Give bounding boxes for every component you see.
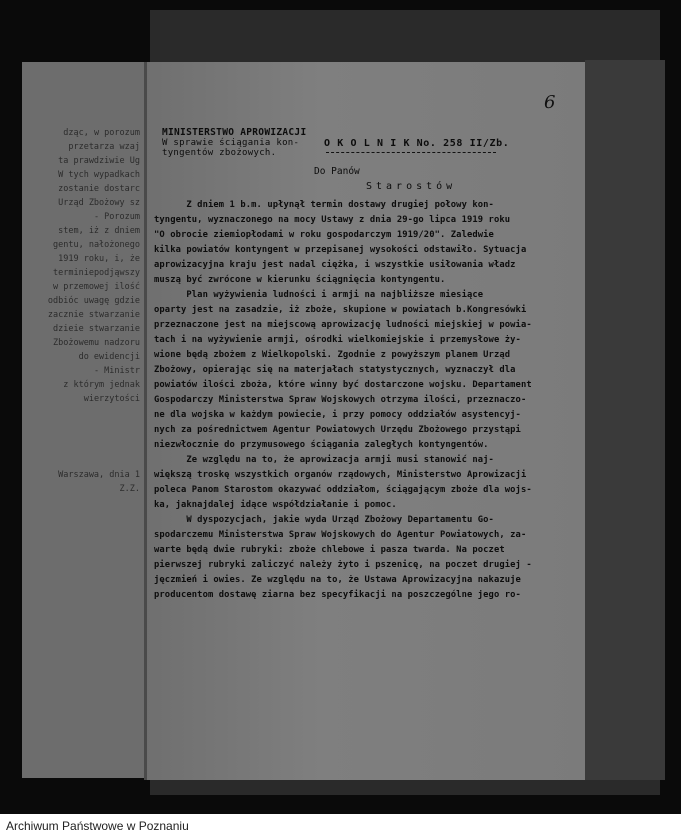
left-page-line: terminiepodjąwszy — [53, 268, 140, 278]
body-line: ne dla wojska w każdym powiecie, i przy pomocy oddziałów asystencyj- — [154, 410, 521, 420]
body-line: tyngentu, wyznaczonego na mocy Ustawy z dnia 29-go lipca 1919 roku — [154, 215, 511, 225]
left-page-line: do ewidencji — [78, 352, 140, 362]
subject-line-2: tyngentów zbożowych. — [162, 148, 277, 158]
left-page-line: stem, iż z dniem — [58, 226, 140, 236]
left-page-line: ta prawdziwie Ug — [58, 156, 140, 166]
body-line: powiatów ilości zboża, które winny być dostarczone wojsku. Departament — [154, 380, 532, 390]
left-page-line: odbióc uwagę gdzie — [47, 296, 140, 306]
addressee-recipients: Starostów — [366, 181, 457, 192]
left-page-line: zostanie dostarc — [58, 184, 140, 194]
body-line: Zbożowy, opierając się na materjałach statystycznych, wyznaczył dla — [154, 365, 516, 375]
body-line: Plan wyżywienia ludności i armji na najbliższe miesiące — [154, 290, 484, 300]
scan-background-strip — [585, 60, 665, 780]
body-line: przeznaczone jest na miejscową aprowizację ludności miejskiej w powia- — [154, 320, 532, 330]
body-line: nych za pośrednictwem Agentur Powiatowych Urzędu Zbożowego przystąpi — [154, 425, 521, 435]
left-page-line: W tych wypadkach — [58, 170, 140, 180]
ministry-title: MINISTERSTWO APROWIZACJI — [162, 127, 307, 138]
body-line: kilka powiatów kontyngent w przepisanej wysokości odstawiło. Sytuacja — [154, 245, 527, 255]
addressee-to: Do Panów — [314, 166, 360, 177]
body-line: producentom dostawę ziarna bez specyfikacji na poszczególne jego ro- — [154, 590, 521, 600]
body-line: większą troskę wszystkich organów rządowych, Ministerstwo Aprowizacji — [154, 470, 527, 480]
document-body — [154, 198, 582, 603]
left-page-line: gentu, nałożonego — [53, 240, 140, 250]
left-facing-page — [22, 62, 144, 778]
body-line: warte będą dwie rubryki: zboże chlebowe i pasza twarda. Na poczet — [154, 545, 505, 555]
header-rule — [326, 152, 496, 153]
body-line: wione będą zbożem z Wielkopolski. Zgodnie z powyższym planem Urząd — [154, 350, 511, 360]
left-page-line: z którym jednak — [63, 380, 140, 390]
archive-name: Archiwum Państwowe w Poznaniu — [6, 819, 189, 833]
body-line: niezwłocznie do przymusowego ściągania zaległych kontyngentów. — [154, 440, 489, 450]
document-page — [144, 62, 585, 780]
circular-number: O K O L N I K No. 258 II/Zb. — [324, 138, 510, 149]
body-line: ka, jaknajdalej idące współdziałanie i pomoc. — [154, 500, 397, 510]
body-line: Gospodarczy Ministerstwa Spraw Wojskowych otrzyma ilości, przeznaczo- — [154, 395, 527, 405]
left-page-line: dząc, w porozum — [63, 128, 140, 138]
body-line: aprowizacyjna kraju jest nadal ciężka, i wszystkie usiłowania władz — [154, 260, 516, 270]
left-page-line: w przemowej ilość — [53, 282, 140, 292]
left-page-line: przetarza wzaj — [68, 142, 140, 152]
body-line: "O obrocie ziemiopłodami w roku gospodarczym 1919/20". Zaledwie — [154, 230, 494, 240]
subject-line-1: W sprawie ściągania kon- — [162, 138, 300, 148]
page-number: 6 — [544, 92, 556, 113]
left-page-line: - Porozum — [93, 212, 140, 222]
left-page-line: wierzytości — [83, 394, 140, 404]
body-line: jęczmień i owies. Ze względu na to, że Ustawa Aprowizacyjna nakazuje — [154, 575, 521, 585]
archive-footer — [0, 814, 681, 840]
left-page-line: 1919 roku, i, że — [58, 254, 140, 264]
body-line: poleca Panom Starostom okazywać oddziałom, ściągającym zboże dla wojs- — [154, 485, 532, 495]
left-page-line: Z.Z. — [119, 484, 140, 494]
left-page-line: - Ministr — [93, 366, 140, 376]
body-line: spodarczemu Ministerstwa Spraw Wojskowych do Agentur Powiatowych, za- — [154, 530, 527, 540]
body-line: Ze względu na to, że aprowizacja armji musi stanowić naj- — [154, 455, 494, 465]
left-page-line: Urząd Zbożowy sz — [58, 198, 140, 208]
body-line: muszą być zwrócone w kierunku ściągnięcia kontyngentu. — [154, 275, 446, 285]
document-header-left — [162, 128, 306, 158]
body-line: W dyspozycjach, jakie wyda Urząd Zbożowy Departamentu Go- — [154, 515, 494, 525]
left-page-line: Zbożowemu nadzoru — [53, 338, 140, 348]
body-line: tach i na wyżywienie armji, ośrodki wielkomiejskie i przemysłowe ży- — [154, 335, 521, 345]
left-page-line: zacznie stwarzanie — [47, 310, 140, 320]
left-page-line: dzieie stwarzanie — [53, 324, 140, 334]
page-fold — [144, 62, 147, 780]
body-line: Z dniem 1 b.m. upłynął termin dostawy drugiej połowy kon- — [154, 200, 494, 210]
body-line: pierwszej rubryki zaliczyć należy żyto i pszenicę, na poczet drugiej - — [154, 560, 532, 570]
body-line: oparty jest na zasadzie, iż zboże, skupione w powiatach b.Kongresówki — [154, 305, 527, 315]
left-page-line: Warszawa, dnia 1 — [58, 470, 140, 480]
